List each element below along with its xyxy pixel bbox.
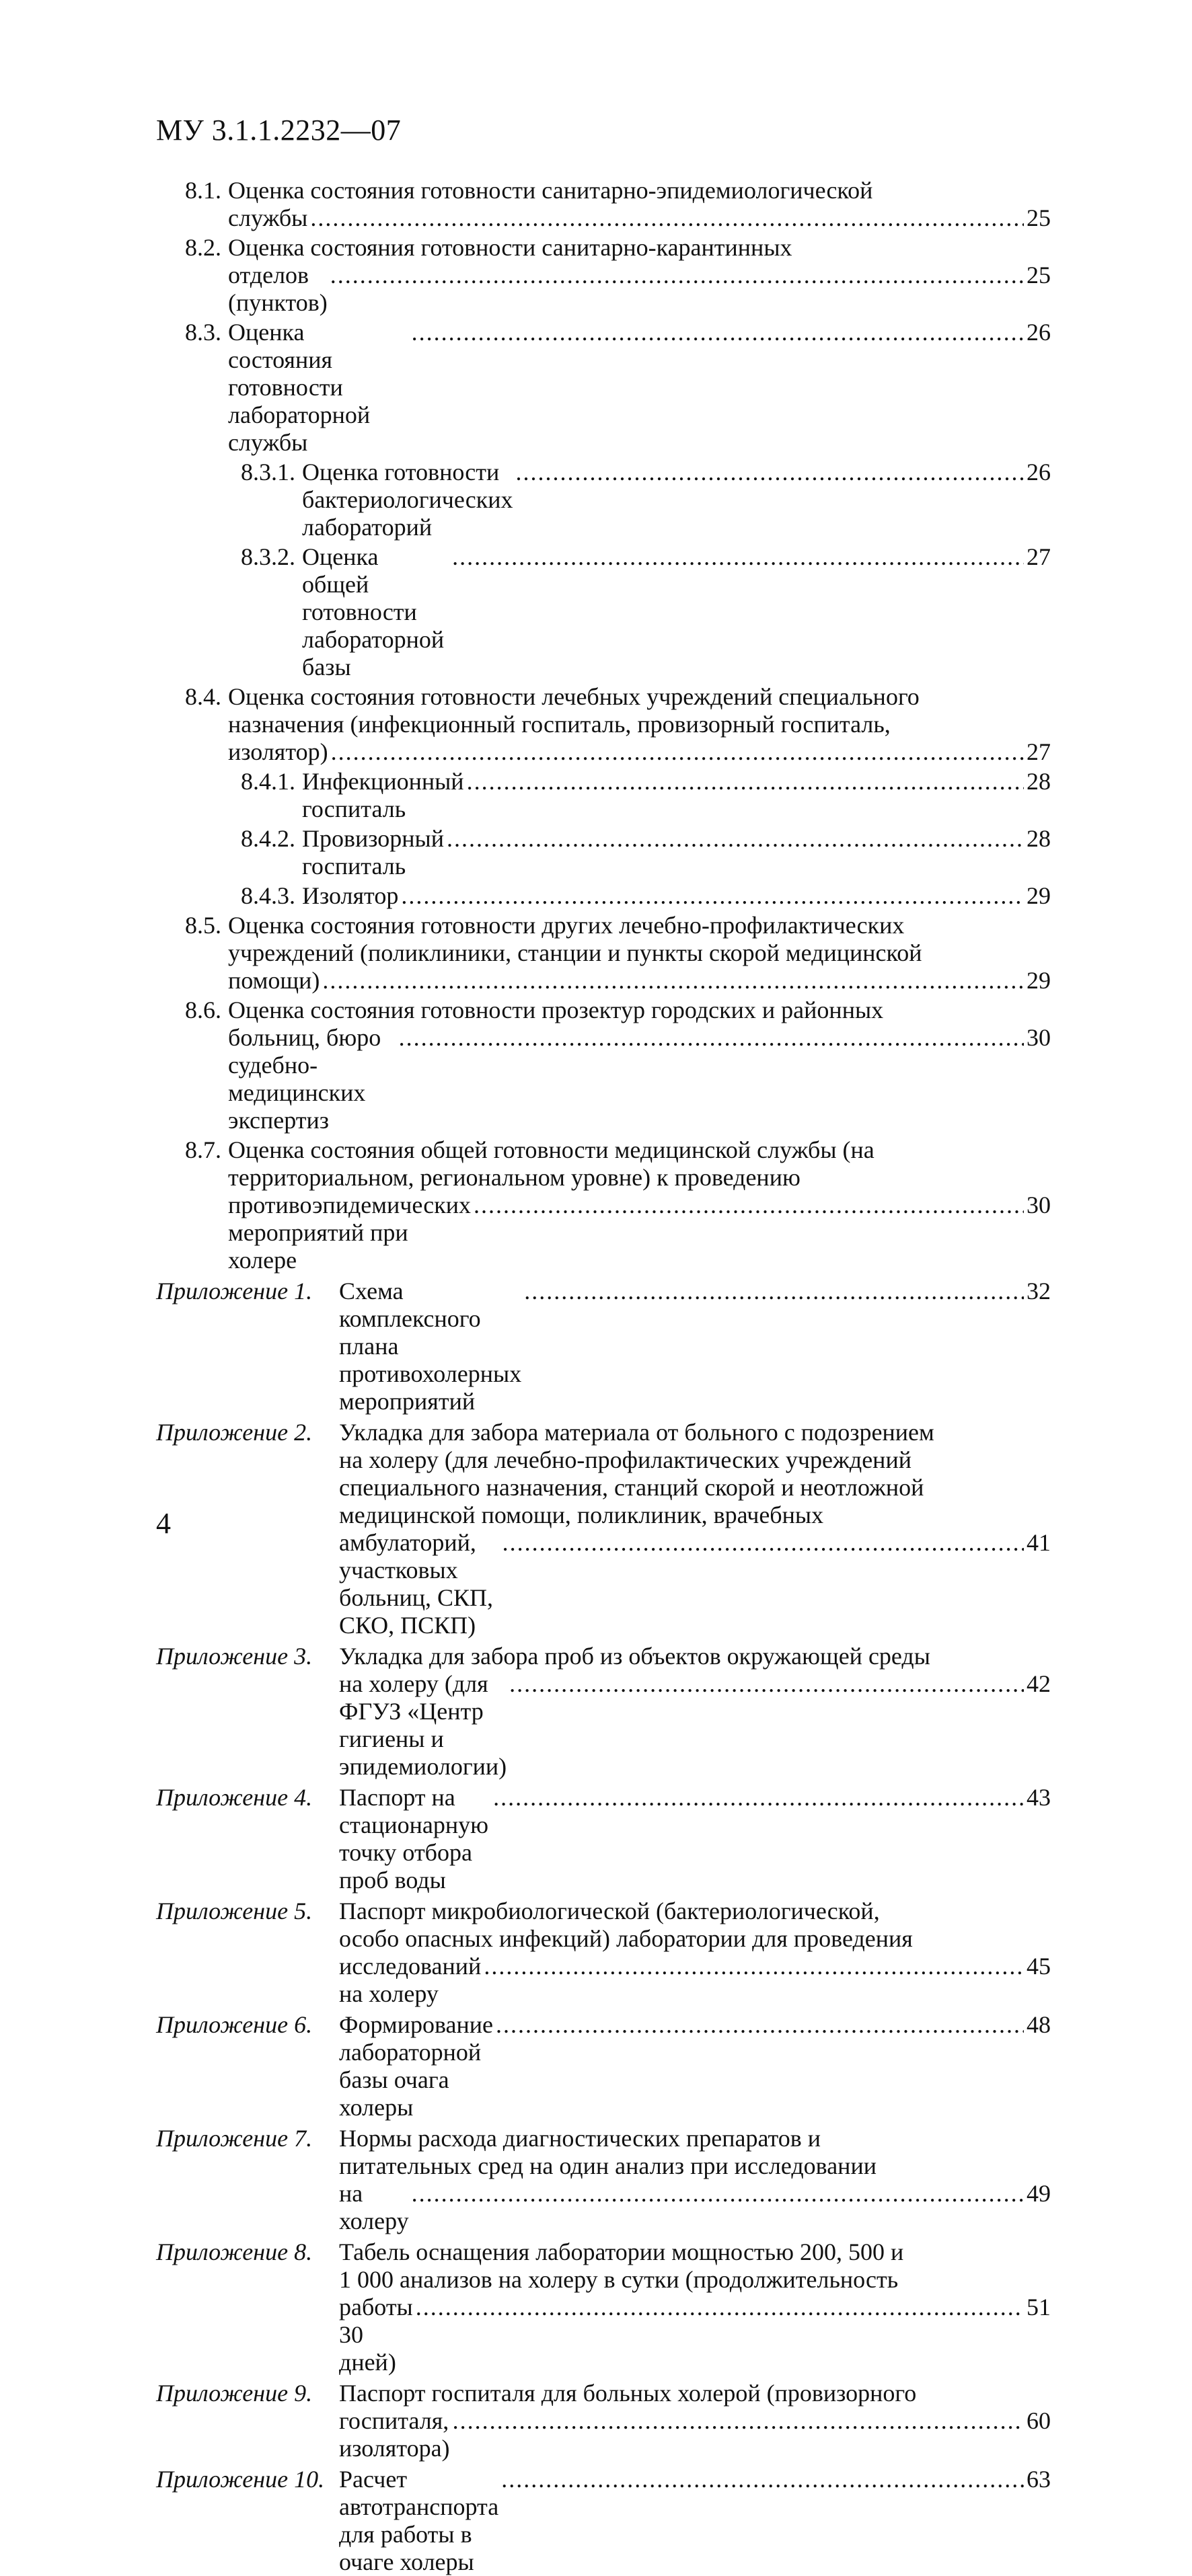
- toc-entry-appendix-8[interactable]: [156, 2238, 1051, 2376]
- toc-entry-number: 8.3.: [185, 319, 221, 346]
- toc-page-number: 25: [1027, 204, 1051, 231]
- toc-entry-8-3-2[interactable]: [156, 543, 1051, 681]
- toc-page-number: 63: [1027, 2466, 1051, 2493]
- toc-page-number: 29: [1027, 967, 1051, 994]
- toc-entry-text: Расчет автотранспорта для работы в очаге холеры: [339, 2466, 499, 2575]
- toc-page-number: 30: [1027, 1024, 1051, 1051]
- dot-leader: [509, 1670, 1024, 1698]
- toc-entry-8-2[interactable]: [156, 234, 1051, 317]
- toc-entry-number: 8.4.3.: [241, 882, 295, 909]
- toc-entry-8-4-3[interactable]: [156, 882, 1051, 910]
- dot-leader: [484, 1953, 1024, 1980]
- toc-entry-text: противоэпидемических мероприятий при холере: [228, 1192, 472, 1274]
- dot-leader: [452, 543, 1024, 571]
- dot-leader: [516, 459, 1024, 486]
- toc-entry-text: больниц, бюро судебно-медицинских экспертиз: [228, 1024, 381, 1134]
- toc-entry-number: 8.5.: [185, 912, 221, 939]
- appendix-label: Приложение 6.: [156, 2011, 313, 2038]
- dot-leader: [474, 1192, 1024, 1219]
- toc-entry-text: Укладка для забора материала от больного с подозрением: [339, 1419, 934, 1446]
- toc-entry-text: амбулаторий, участковых больниц, СКП, СКО, ПСКП): [339, 1529, 494, 1639]
- toc-entry-appendix-7[interactable]: [156, 2125, 1051, 2235]
- toc-page-number: 26: [1027, 319, 1051, 346]
- dot-leader: [412, 2180, 1024, 2208]
- toc-entry-8-4[interactable]: [156, 683, 1051, 766]
- toc-page-number: 32: [1027, 1278, 1051, 1304]
- toc-entry-text: специального назначения, станций скорой и неотложной: [339, 1474, 924, 1501]
- toc-page-number: 25: [1027, 262, 1051, 288]
- toc-entry-text: питательных сред на один анализ при исследовании: [339, 2152, 877, 2179]
- toc-page-number: 42: [1027, 1670, 1051, 1697]
- dot-leader: [399, 1024, 1024, 1052]
- toc-entry-text: медицинской помощи, поликлиник, врачебных: [339, 1501, 824, 1528]
- toc-page-number: 45: [1027, 1953, 1051, 1980]
- toc-page-number: 28: [1027, 825, 1051, 852]
- toc-entry-text: Изолятор: [302, 882, 399, 909]
- toc-entry-number: 8.2.: [185, 234, 221, 261]
- toc-page-number: 48: [1027, 2011, 1051, 2038]
- toc-entry-number: 8.3.1.: [241, 459, 295, 485]
- dot-leader: [496, 2011, 1024, 2039]
- toc-entry-text: Табель оснащения лаборатории мощностью 200, 500 и: [339, 2238, 904, 2265]
- toc-entry-number: 8.7.: [185, 1136, 221, 1163]
- toc-page-number: 41: [1027, 1529, 1051, 1556]
- dot-leader: [493, 1784, 1024, 1811]
- toc-page-number: 51: [1027, 2294, 1051, 2320]
- toc-entry-8-6[interactable]: [156, 997, 1051, 1134]
- toc-entry-8-7[interactable]: [156, 1136, 1051, 1274]
- toc-entry-text: работы 30 дней): [339, 2294, 413, 2376]
- toc-entry-text: службы: [228, 204, 308, 231]
- toc-entry-text: Инфекционный госпиталь: [302, 768, 464, 822]
- dot-leader: [331, 738, 1024, 766]
- toc-page-number: 43: [1027, 1784, 1051, 1811]
- appendix-label: Приложение 8.: [156, 2238, 313, 2265]
- toc-entry-text: Формирование лабораторной базы очага холеры: [339, 2011, 493, 2121]
- dot-leader: [310, 204, 1024, 232]
- toc-entry-8-4-1[interactable]: [156, 768, 1051, 823]
- dot-leader: [524, 1278, 1024, 1305]
- toc-page-number: 27: [1027, 738, 1051, 765]
- toc-page-number: 26: [1027, 459, 1051, 485]
- toc-entry-text: Оценка состояния готовности других лечебно-профилактических: [228, 912, 905, 939]
- toc-entry-appendix-4[interactable]: [156, 1784, 1051, 1894]
- appendix-label: Приложение 10.: [156, 2466, 325, 2493]
- appendix-label: Приложение 7.: [156, 2125, 313, 2152]
- toc-entry-text: Провизорный госпиталь: [302, 825, 444, 880]
- appendix-label: Приложение 4.: [156, 1784, 313, 1811]
- toc-entry-text: Паспорт микробиологической (бактериологической,: [339, 1898, 880, 1924]
- toc-entry-appendix-2[interactable]: [156, 1419, 1051, 1639]
- dot-leader: [401, 882, 1024, 910]
- appendix-label: Приложение 5.: [156, 1898, 313, 1924]
- toc-page-number: 29: [1027, 882, 1051, 909]
- toc-entry-number: 8.4.1.: [241, 768, 295, 795]
- toc-entry-text: Схема комплексного плана противохолерных мероприятий: [339, 1278, 522, 1415]
- document-id-header: МУ 3.1.1.2232—07: [156, 114, 402, 147]
- toc-entry-text: на холеру (для ФГУЗ «Центр гигиены и эпидемиологии): [339, 1670, 507, 1780]
- toc-entry-appendix-5[interactable]: [156, 1898, 1051, 2008]
- toc-entry-text: особо опасных инфекций) лаборатории для проведения: [339, 1925, 913, 1952]
- toc-entry-text: Оценка общей готовности лабораторной базы: [302, 543, 445, 680]
- toc-entry-text: учреждений (поликлиники, станции и пункты скорой медицинской: [228, 939, 922, 966]
- dot-leader: [416, 2294, 1024, 2321]
- toc-entry-text: Оценка состояния готовности лабораторной службы: [228, 319, 371, 456]
- dot-leader: [502, 1529, 1024, 1557]
- toc-entry-text: помощи): [228, 967, 320, 994]
- appendix-label: Приложение 1.: [156, 1278, 313, 1304]
- toc-page-number: 28: [1027, 768, 1051, 795]
- toc-entry-text: Нормы расхода диагностических препаратов и: [339, 2125, 821, 2152]
- toc-entry-number: 8.6.: [185, 997, 221, 1023]
- toc-entry-text: Оценка состояния готовности санитарно-карантинных: [228, 234, 792, 261]
- toc-entry-number: 8.4.: [185, 683, 221, 710]
- dot-leader: [467, 768, 1024, 795]
- toc-entry-appendix-10[interactable]: [156, 2466, 1051, 2576]
- toc-entry-appendix-6[interactable]: [156, 2011, 1051, 2121]
- toc-entry-number: 8.4.2.: [241, 825, 295, 852]
- toc-entry-text: Оценка состояния готовности санитарно-эпидемиологической: [228, 177, 873, 204]
- toc-entry-text: Паспорт госпиталя для больных холерой (провизорного: [339, 2380, 917, 2407]
- toc-page-number: 30: [1027, 1192, 1051, 1218]
- appendix-label: Приложение 2.: [156, 1419, 313, 1446]
- toc-entry-appendix-1[interactable]: [156, 1278, 1051, 1415]
- toc-entry-text: территориальном, региональном уровне) к проведению: [228, 1164, 800, 1191]
- toc-entry-8-1[interactable]: [156, 177, 1051, 232]
- appendix-label: Приложение 3.: [156, 1643, 313, 1670]
- toc-entry-8-3[interactable]: [156, 319, 1051, 457]
- toc-entry-text: Оценка готовности бактериологических лабораторий: [302, 459, 513, 541]
- appendix-label: Приложение 9.: [156, 2380, 313, 2407]
- toc-entry-8-4-2[interactable]: [156, 825, 1051, 880]
- toc-page-number: 60: [1027, 2407, 1051, 2434]
- toc-entry-text: отделов (пунктов): [228, 262, 328, 316]
- table-of-contents: [156, 175, 1051, 2576]
- dot-leader: [322, 967, 1024, 994]
- toc-entry-text: Оценка состояния общей готовности медицинской службы (на: [228, 1136, 874, 1163]
- toc-entry-text: на холеру: [339, 2180, 409, 2234]
- toc-entry-text: госпиталя, изолятора): [339, 2407, 450, 2462]
- toc-entry-text: Паспорт на стационарную точку отбора проб воды: [339, 1784, 489, 1894]
- toc-entry-appendix-3[interactable]: [156, 1643, 1051, 1781]
- dot-leader: [501, 2466, 1024, 2493]
- toc-entry-text: 1 000 анализов на холеру в сутки (продолжительность: [339, 2266, 899, 2293]
- toc-entry-text: на холеру (для лечебно-профилактических учреждений: [339, 1446, 911, 1473]
- toc-entry-number: 8.3.2.: [241, 543, 295, 570]
- toc-entry-text: изолятор): [228, 738, 328, 765]
- toc-page-number: 49: [1027, 2180, 1051, 2207]
- dot-leader: [412, 319, 1024, 346]
- dot-leader: [447, 825, 1024, 853]
- toc-entry-appendix-9[interactable]: [156, 2380, 1051, 2462]
- toc-page-number: 27: [1027, 543, 1051, 570]
- page-number-footer: 4: [156, 1507, 171, 1540]
- toc-entry-text: Оценка состояния готовности прозектур городских и районных: [228, 997, 884, 1023]
- toc-entry-text: Укладка для забора проб из объектов окружающей среды: [339, 1643, 930, 1670]
- dot-leader: [330, 262, 1024, 289]
- dot-leader: [453, 2407, 1024, 2435]
- toc-entry-number: 8.1.: [185, 177, 221, 204]
- toc-entry-8-5[interactable]: [156, 912, 1051, 994]
- toc-entry-text: назначения (инфекционный госпиталь, провизорный госпиталь,: [228, 711, 891, 738]
- toc-entry-text: исследований на холеру: [339, 1953, 482, 2007]
- toc-entry-text: Оценка состояния готовности лечебных учреждений специального: [228, 683, 920, 710]
- toc-entry-8-3-1[interactable]: [156, 459, 1051, 541]
